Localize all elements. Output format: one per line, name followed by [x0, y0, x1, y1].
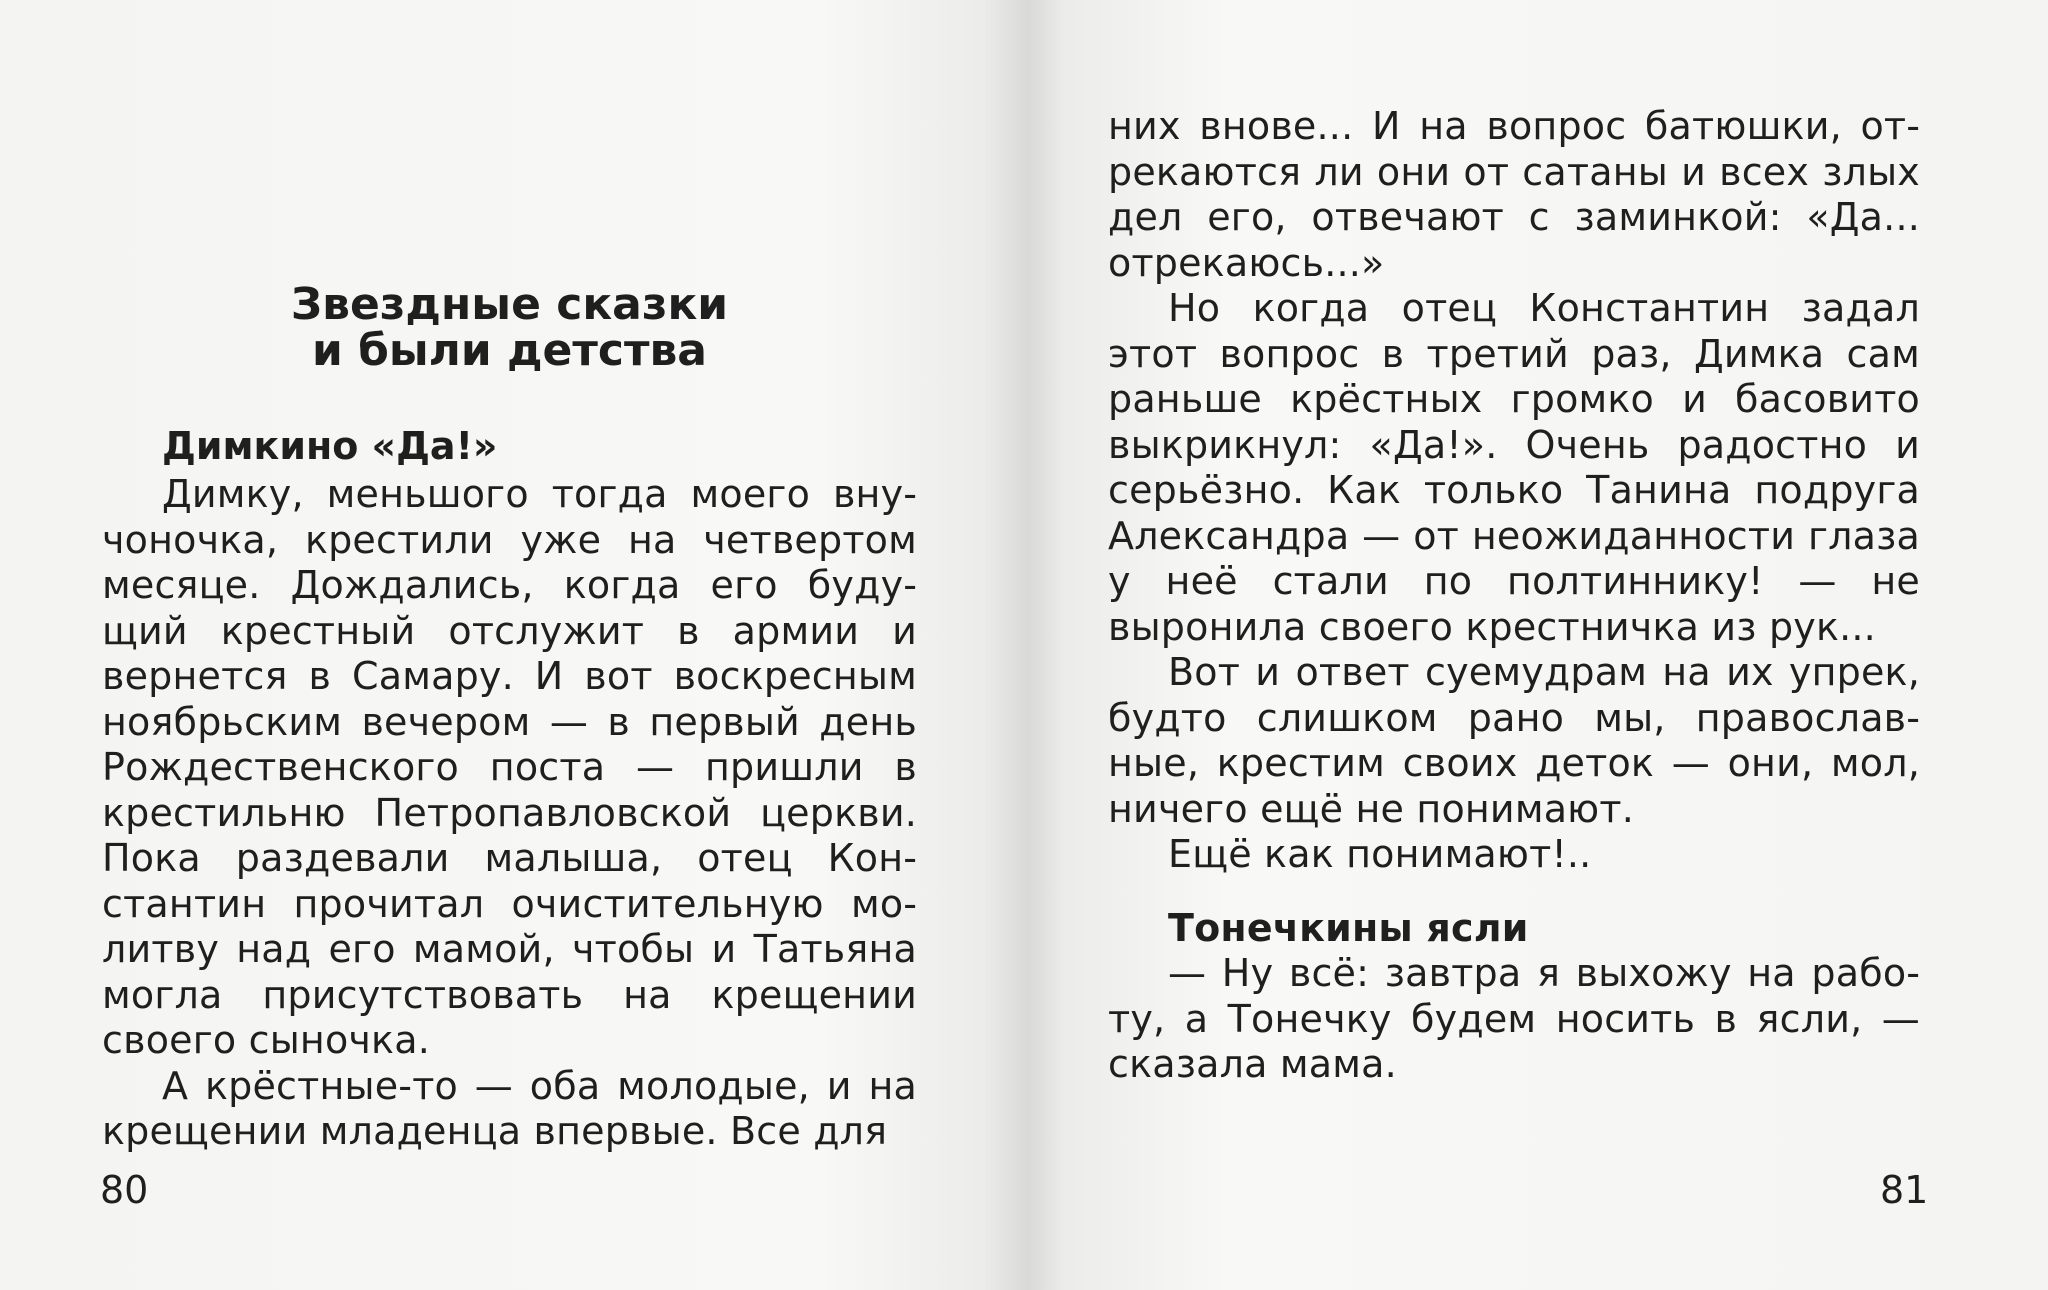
section-heading-dimkino-da: Димкино «Да!»: [162, 424, 498, 468]
paragraph: них внове... И на вопрос батюшки, отрекаются ли они от сатаны и всех злых дел его, отвечают с заминкой: «Да... отрекаюсь...»: [1108, 104, 1920, 285]
paragraph: Ещё как понимают!..: [1168, 832, 1592, 876]
chapter-title: [102, 279, 917, 376]
paragraph: — Ну всё: завтра я выхожу на работу, а Тонечку будем носить в ясли, — сказала мама.: [1108, 951, 1920, 1086]
left-text-column: [102, 472, 917, 1155]
page-number-left: 80: [100, 1168, 149, 1212]
left-page: [0, 0, 1010, 1290]
paragraph: А крёстные-то — оба молодые, и на крещении младенца впервые. Все для: [102, 1063, 917, 1153]
section-heading-tonechkiny-yasli: Тонечкины ясли: [1168, 905, 1529, 950]
page-number-right: 81: [1880, 1168, 1929, 1212]
right-text-column: [1108, 104, 1920, 1088]
chapter-title-line-1: Звездные сказки: [290, 279, 729, 330]
paragraph: Вот и ответ суемудрам на их упрек, будто слишком рано мы, православные, крестим своих деток — они, мол, ничего ещё не понимают.: [1108, 650, 1920, 831]
paragraph: Димку, меньшого тогда моего внучоночка, крестили уже на четвертом месяце. Дождались, когда его будущий крестный отслужит в армии и вернется в Самару. И вот воскресным ноябрьским вечером — в первый день Рождественского поста — пришли в крестильню Петропавловской церкви. Пока раздевали малыша, отец Константин прочитал очистительную молитву над его мамой, чтобы и Татьяна могла присутствовать на крещении своего сыночка.: [102, 472, 917, 1062]
paragraph: Но когда отец Константин задал этот вопрос в третий раз, Димка сам раньше крёстных громко и басовито выкрикнул: «Да!». Очень радостно и серьёзно. Как только Танина подруга Александра — от неожиданности глаза у неё стали по полтиннику! — не выронила своего крестничка из рук...: [1108, 286, 1920, 649]
section-heading-container: [102, 424, 917, 470]
chapter-title-line-2: и были детства: [311, 325, 708, 376]
